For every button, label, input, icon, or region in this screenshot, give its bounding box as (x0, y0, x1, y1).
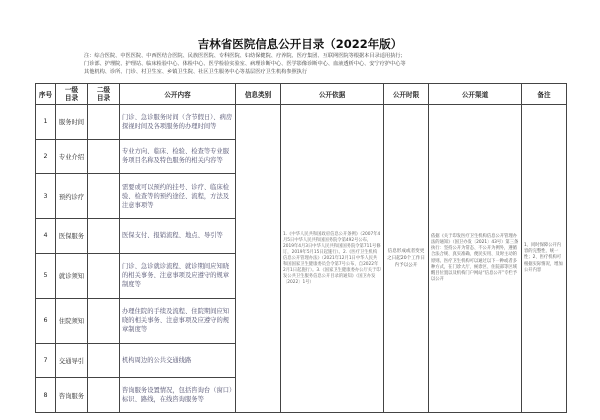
cell-level2 (88, 298, 120, 343)
cell-seq: 5 (36, 253, 56, 298)
cell-level2 (88, 219, 120, 254)
cell-level2 (88, 343, 120, 378)
header-category: 信息类别 (236, 84, 281, 105)
cell-content: 办理住院的手续及流程、住院期间应知晓的相关事务、注意事项及应遵守的规章制度等 (120, 298, 236, 343)
note-line: 门诊部、护理院、护理站、临床检验中心、体检中心、医学检验实验室、病理诊断中心、医学影像诊断中心、血液透析中心、安宁疗护中心等 (84, 61, 406, 67)
cell-basis: 1.《中华人民共和国政府信息公开条例》（2007年4月5日中华人民共和国国务院令第492号公布，2019年4月3日中华人民共和国国务院令第711号修订，2019年5月15日起施行）。2.《医疗卫生机构信息公开管理办法》（2021年12月1日中华人民共和国国家卫生健康委员会令第7号公布，自2022年2月1日起施行）。3.《国家卫生健康委办公厅关于印发公共卫生服务信息公开目录的通知》（国卫办发〔2022〕1号） (281, 105, 384, 413)
cell-content: 门诊、急诊就诊流程、就诊期间应知晓的相关事务、注意事项及应遵守的规章制度等 (120, 253, 236, 298)
cell-level2 (88, 174, 120, 219)
header-content: 公开内容 (120, 84, 236, 105)
cell-level1: 就诊须知 (56, 253, 88, 298)
cell-level2 (88, 139, 120, 174)
cell-content: 需要或可以预约的挂号、诊疗、临床检验、检查等的预约途径、流程，方法及注意事项等 (120, 174, 236, 219)
note-line: 注：综合医院、中医医院、中西医结合医院、民族医医院、专科医院、妇幼保健院、疗养院、医疗集团、互联网医院等根据本目录适用执行； (84, 53, 406, 59)
cell-level2 (88, 253, 120, 298)
page-title: 吉林省医院信息公开目录（2022年版） (197, 37, 403, 51)
cell-remark: 1、同时保障公开内容的完整性、统一性；2、医疗机构可根据实际情况，增加公开内容 (522, 105, 567, 413)
cell-level1: 医保服务 (56, 219, 88, 254)
header-remark: 备注 (522, 84, 567, 105)
header-basis: 公开依据 (281, 84, 384, 105)
cell-seq: 4 (36, 219, 56, 254)
cell-seq: 2 (36, 139, 56, 174)
info-catalog-table (35, 83, 567, 413)
note-line: 其他机构、诊所、门诊、村卫生室、乡镇卫生院、社区卫生服务中心等基层医疗卫生机构参照执行 (84, 69, 308, 75)
header-seq: 序号 (36, 84, 56, 105)
note (84, 52, 524, 76)
header-level2: 二级 目录 (88, 84, 120, 105)
cell-level2 (88, 105, 120, 140)
cell-level2 (88, 378, 120, 413)
cell-content: 门诊、急诊服务时间（含节假日）、病房探视时间及各项服务的办理时间等 (120, 105, 236, 140)
header-level1: 一级 目录 (56, 84, 88, 105)
header-row (36, 84, 567, 105)
cell-content: 医保支付、报销流程、地点、导引等 (120, 219, 236, 254)
header-period: 公开时限 (384, 84, 429, 105)
cell-level1: 预约诊疗 (56, 174, 88, 219)
cell-seq: 6 (36, 298, 56, 343)
cell-level1: 咨询服务 (56, 378, 88, 413)
cell-content: 机构周边的公共交通线路 (120, 343, 236, 378)
cell-seq: 1 (36, 105, 56, 140)
cell-content: 咨询服务设置情况，包括咨询台（窗口）标识、路线，在线咨询服务等 (120, 378, 236, 413)
cell-seq: 8 (36, 378, 56, 413)
cell-category (236, 105, 281, 413)
cell-level1: 交通导引 (56, 343, 88, 378)
header-channel: 公开渠道 (429, 84, 522, 105)
cell-seq: 7 (36, 343, 56, 378)
cell-content: 专业方向、临床、检验、检查等专业服务项目名称及特色服务的相关内容等 (120, 139, 236, 174)
cell-channel: 依据《关于印发医疗卫生机构信息公开管理办法的通知》（国卫办发〔2021〕43号）第三条执行：坚持公开为常态、不公开为例外，遵循合法合规、真实准确、便民实用、及时主动的原则。医疗卫生机构可以通过以下一种或者多种方式，在门诊大厅、候诊区、住院部等区域醒目位置以及机构门户网站“信息公开”专栏予以公开 (429, 105, 522, 413)
cell-level1: 专业介绍 (56, 139, 88, 174)
cell-level1: 服务时间 (56, 105, 88, 140)
cell-period: 信息形成或者变更之日起20个工作日内予以公开 (384, 105, 429, 413)
cell-seq: 3 (36, 174, 56, 219)
table-row (36, 105, 567, 140)
cell-level1: 住院须知 (56, 298, 88, 343)
